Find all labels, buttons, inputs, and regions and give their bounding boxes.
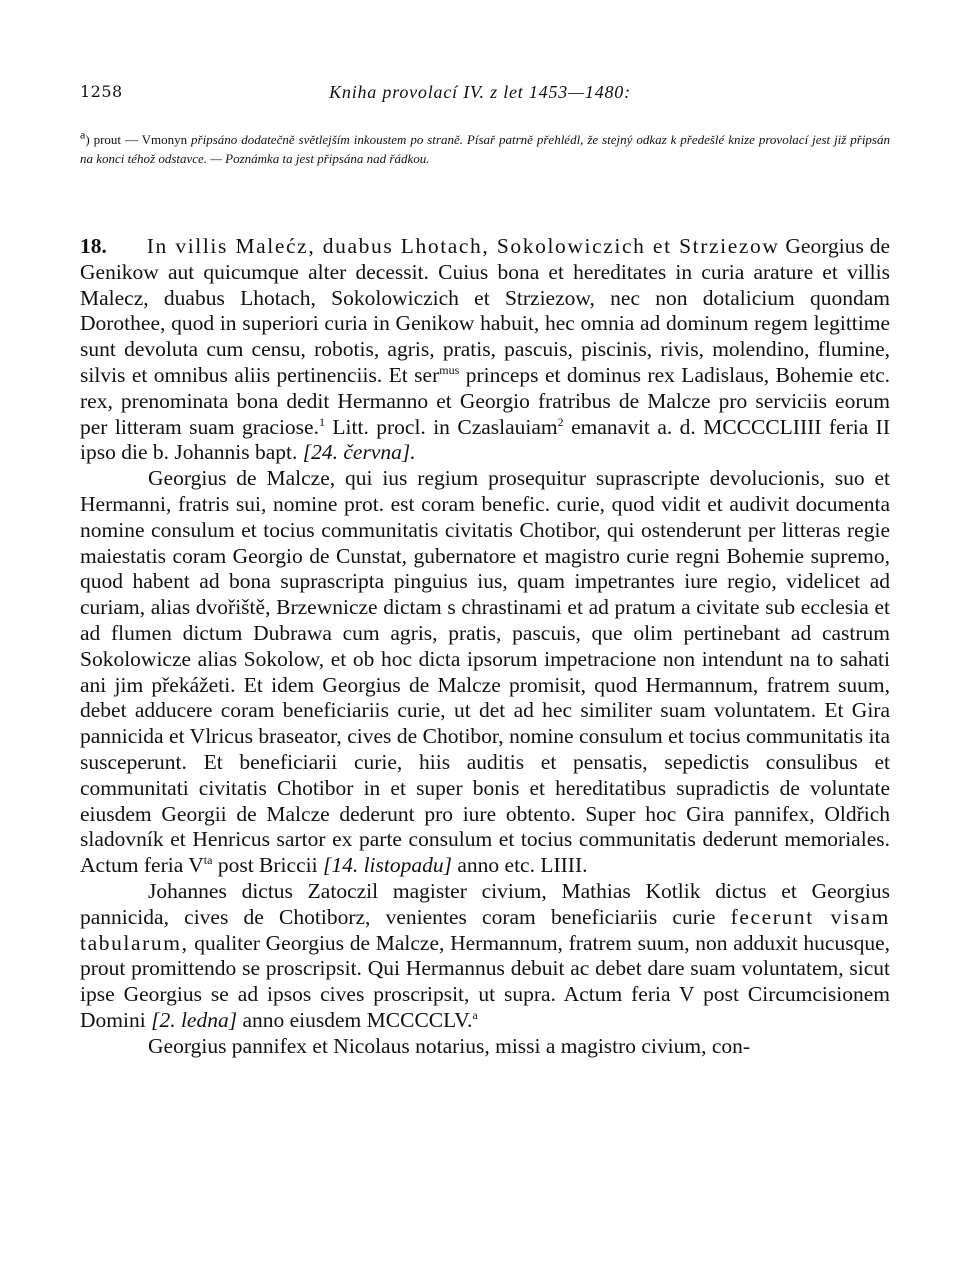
- paragraph-2: [80, 466, 890, 879]
- date-note-1: [24. června].: [302, 440, 416, 465]
- paragraph-3: [80, 879, 890, 1034]
- entry-body: [80, 234, 890, 1060]
- page-header: [80, 82, 880, 106]
- footnote-mark: a: [80, 127, 86, 142]
- paragraph-1-text-c: Litt. procl. in Czaslauiam: [332, 414, 558, 439]
- spaced-place-names: In villis Malećz, duabus Lhotach, Sokolowiczich et Strziezow: [146, 234, 780, 258]
- paragraph-3-text-a: Johannes dictus Zatoczil magister civium, Mathias Kotlik dictus et Georgius pannicida, cives de Chotiborz, venientes coram beneficiariis curie: [80, 878, 890, 929]
- paragraph-2-text: Georgius de Malcze, qui ius regium prosequitur suprascripte devolucionis, suo et Hermanni, fratris sui, nomine prot. est coram benefic. curie, quod vidit et audivit documenta nomine consulum et tocius communitatis civitatis Chotibor, qui ostenderunt per litteras regie maiestatis coram Georgio de Cunstat, gubernatore et magistro curie regni Bohemie supremo, quod habent ad bona suprascripta pinguius ius, quam impetrantes iure regio, videlicet ad curiam, alias dvořiště, Brzewnicze dictam s chrastinami et ad pratum a civitate sub ecclesia et ad flumen dictum Dubrawa cum agris, pratis, pascuis, que olim pertinebant ad castrum Sokolowicze alias Sokolow, et ob hoc dicta ipsorum impetracione non intendunt na to sahati ani jim překážeti. Et idem Georgius de Malcze promisit, quod Hermannum, fratrem suum, debet adducere coram beneficiariis curie, ut det ad hec similiter suam voluntatem. Et Gira pannicida et Vlricus braseator, cives de Chotibor, nomine consulum et tocius communitatis ita susceperunt. Et beneficiarii curie, hiis auditis et pensatis, sepedictis consulibus et communitati civitatis Chotibor in et super bonis et hereditatibus supradictis de voluntate eiusdem Georgii de Malcze dederunt pro iure obtento. Super hoc Gira pannifex, Oldřich sladovník et Henricus sartor ex parte consulum et tocius communitatis dederunt memoriales. Actum feria V: [80, 466, 890, 878]
- footnote-ref-a: a: [472, 1007, 478, 1022]
- paragraph-1: [80, 234, 890, 466]
- paragraph-3-text-b: qualiter Georgius de Malcze, Hermannum, fratrem suum, non adduxit hucusque, prout promittendo se proscripsit. Qui Hermannus debuit ac debet dare suam voluntatem, sicut ipse Georgius se ad ipsos cives proscripsit, ut supra. Actum feria V post Circumcisionem Domini: [80, 930, 890, 1032]
- footnote-ref-2: 2: [557, 414, 564, 429]
- date-note-2: [14. listopadu]: [322, 853, 452, 878]
- paragraph-4: [80, 1034, 890, 1060]
- paragraph-2-text-b: post Briccii: [217, 853, 318, 878]
- paragraph-3-text-c: anno eiusdem MCCCCLV.: [242, 1007, 473, 1032]
- entry-number: 18.: [80, 234, 107, 258]
- superscript-ta: ta: [203, 852, 213, 867]
- running-title: Kniha provolací IV. z let 1453—1480:: [329, 82, 631, 102]
- footnote-text: připsáno dodatečně světlejším inkoustem po straně. Písař patrně přehlédl, že stejný odkaz k předešlé knize provolací jest již připsán na konci téhož odstavce. — Poznámka ta jest připsána nad řádkou.: [80, 132, 890, 166]
- paragraph-1-text-b: princeps et dominus rex Ladislaus, Bohemie etc. rex, prenominata bona dedit Hermanno et Georgio fratribus de Malcze pro serviciis eorum per litteram suam graciose.: [80, 362, 891, 439]
- page-number: 1258: [80, 82, 123, 101]
- superscript-mus: mus: [439, 362, 460, 377]
- paragraph-4-text: Georgius pannifex et Nicolaus notarius, missi a magistro civium, con-: [148, 1033, 751, 1058]
- paragraph-1-text-d: emanavit a. d. MCCCCLIIII feria II ipso die b. Johannis bapt.: [80, 414, 890, 465]
- footnote: $^a$) prout — Vmonyn připsáno dodatečně světlejším inkoustem po straně. Písař patrně přehlédl, že stejný odkaz k předešlé knize provolací jest již připsán na konci téhož odstavce. — Poznámka ta jest připsána nad řádkou.: [80, 127, 890, 166]
- paragraph-2-text-c: anno etc. LIIII.: [457, 853, 588, 878]
- footnote-lead: prout — Vmonyn: [93, 132, 188, 147]
- paragraph-1-text-a: Georgius de Genikow aut quicumque alter decessit. Cuius bona et hereditates in curia arature et villis Malecz, duabus Lhotach, Sokolowiczich et Strziezow, nec non dotalicium quondam Dorothee, quod in superiori curia in Genikow habuit, hec omnia ad dominum regem legittime sunt devoluta cum censu, robotis, agris, pratis, pascuis, piscinis, rivis, molendino, flumine, silvis et omnibus aliis pertinenciis. Et ser: [80, 234, 890, 387]
- spaced-phrase: fecerunt visam tabularum,: [80, 904, 890, 955]
- footnote-ref-1: 1: [318, 414, 325, 429]
- date-note-3: [2. ledna]: [151, 1007, 238, 1032]
